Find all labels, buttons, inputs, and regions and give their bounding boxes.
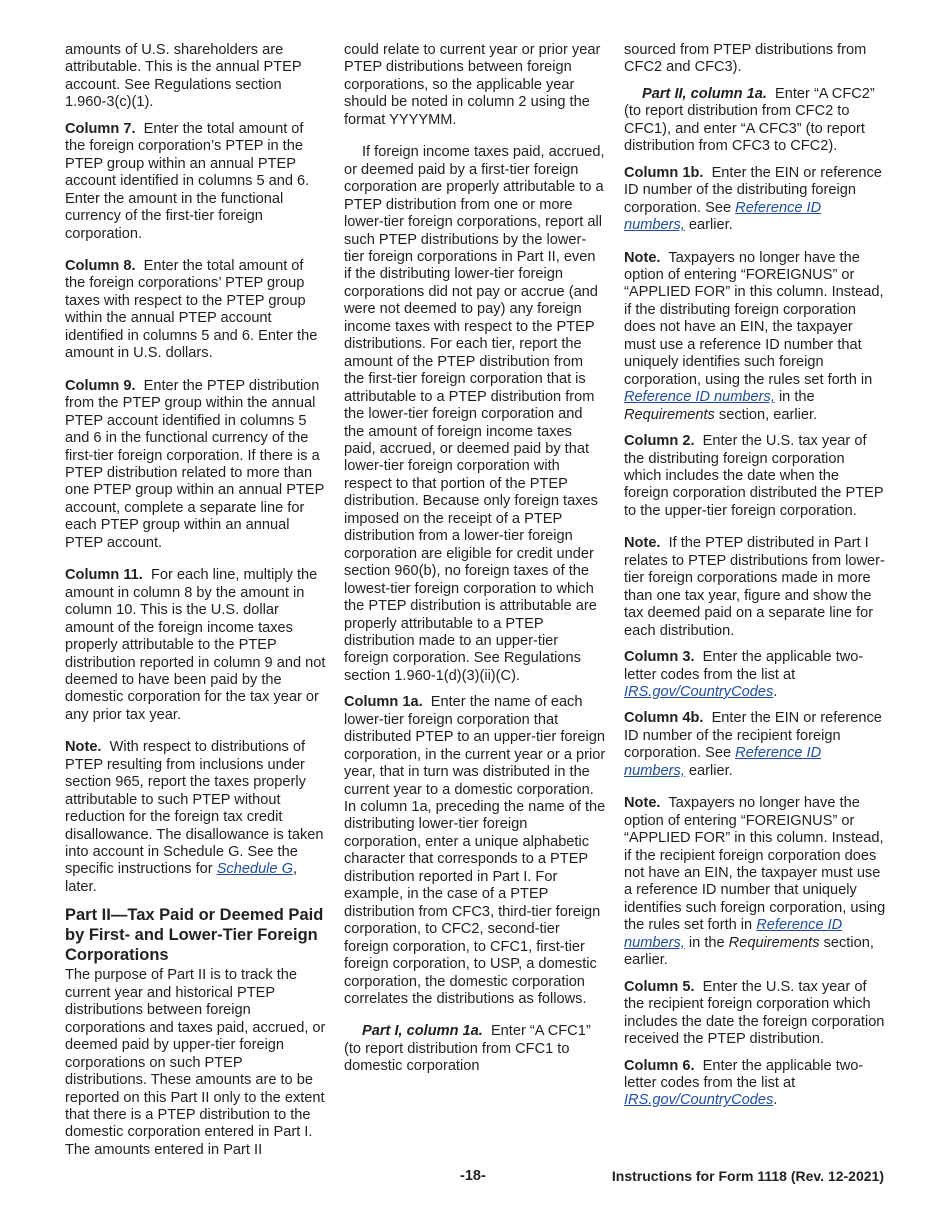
paragraph: sourced from PTEP distributions from CFC2 and CFC3). (624, 42, 867, 76)
column-3-instruction: Column 3. Enter the applicable two-letter codes from the list at IRS.gov/CountryCodes. (624, 649, 864, 700)
example-paragraph: Part I, column 1a. Enter “A CFC1” (to report distribution from CFC1 to domestic corporation (344, 1023, 591, 1075)
section-heading: Part II—Tax Paid or Deemed Paid by First- and Lower-Tier Foreign Corporations (65, 906, 324, 965)
column-1a-instruction: Column 1a. Enter the name of each lower-tier foreign corporation that distributed PTEP to an upper-tier foreign corporation, in the current year or a prior year, that in turn was distributed in the current year to a domestic corporation. In column 1a, preceding the name of the distributing lower-tier foreign corporation, enter a unique alphabetic character that corresponds to a PTEP distribution reported in Part I. For example, in the case of a PTEP distribution from CFC3, third-tier foreign corporation, to CFC2, second-tier foreign corporation, to CFC1, first-tier foreign corporation, to USP, a domestic corporation, the domestic corporation correlates the distributions as follows. (344, 694, 606, 1008)
note: Note. Taxpayers no longer have the option of entering “FOREIGNUS” or “APPLIED FOR” in this column. Instead, if the distributing foreign corporation does not have an EIN, the taxpayer must use a reference ID number that uniquely identifies such foreign corporation, using the rules set forth in Reference ID numbers, in the Requirements section, earlier. (624, 249, 884, 423)
note: Note. If the PTEP distributed in Part I relates to PTEP distributions from lower-tier foreign corporations made in more than one tax year, figure and show the tax deemed paid on a separate line for each distribution. (624, 535, 885, 639)
country-codes-link[interactable]: IRS.gov/CountryCodes (624, 683, 774, 700)
paragraph: If foreign income taxes paid, accrued, or deemed paid by a first-tier foreign corporation are properly attributable to a PTEP distribution from one or more lower-tier foreign corporations, report all such PTEP distributions by the lower-tier foreign corporations in Part II, even if the distributing lower-tier foreign corporations did not pay or accrue (and were not deemed to pay) any foreign income taxes with respect to the PTEP distributions. For each tier, report the amount of the PTEP distribution from the first-tier foreign corporation that is attributable to a PTEP distribution from the lower-tier foreign corporation and the amount of foreign income taxes paid, accrued, or deemed paid by that lower-tier foreign corporation with respect to that portion of the PTEP distribution. Because only foreign taxes imposed on the receipt of a PTEP distribution from a lower-tier foreign corporation are eligible for credit under section 960(b), no foreign taxes of the lowest-tier foreign corporation to which the PTEP distribution is attributable are properly attributable to a PTEP distribution made to an upper-tier foreign corporation. See Regulations section 1.960-1(d)(3)(ii)(C). (344, 144, 605, 684)
column-1b-instruction: Column 1b. Enter the EIN or reference ID number of the distributing foreign corporation. See Reference ID numbers, earlier. (624, 164, 882, 234)
paragraph: amounts of U.S. shareholders are attributable. This is the annual PTEP account. See Regulations section 1.960-3(c)(1). (65, 42, 302, 111)
example-paragraph: Part II, column 1a. Enter “A CFC2” (to report distribution from CFC2 to CFC1), and enter “A CFC3” (to report distribution from CFC3 to CFC2). (624, 85, 875, 155)
paragraph: could relate to current year or prior year PTEP distributions between foreign corporations, so the applicable year should be noted in column 2 using the format YYYYMM. (344, 42, 601, 128)
column-4b-instruction: Column 4b. Enter the EIN or reference ID number of the recipient foreign corporation. See Reference ID numbers, earlier. (624, 710, 882, 779)
reference-id-link[interactable]: Reference ID numbers, (624, 745, 822, 779)
page-number: -18- (460, 1168, 486, 1184)
column-5-instruction: Column 5. Enter the U.S. tax year of the recipient foreign corporation which includes the date the foreign corporation received the PTEP distribution. (624, 978, 885, 1048)
column-left (65, 42, 327, 1168)
column-11-instruction: Column 11. For each line, multiply the amount in column 8 by the amount in column 10. This is the U.S. dollar amount of the foreign income taxes properly attributable to the PTEP distribution reported in column 9 and not deemed to have been paid by the domestic corporation for the tax year or any prior tax year. (65, 567, 326, 723)
footer-title: Instructions for Form 1118 (Rev. 12-2021) (611, 1168, 884, 1184)
reference-id-link[interactable]: Reference ID numbers, (624, 389, 775, 406)
column-7-instruction: Column 7. Enter the total amount of the foreign corporation’s PTEP in the PTEP group within an annual PTEP account identified in columns 5 and 6. Enter the amount in the functional currency of the first-tier foreign corporation. (65, 120, 310, 242)
note: Note. Taxpayers no longer have the option of entering “FOREIGNUS” or “APPLIED FOR” in this column. Instead, if the recipient foreign corporation does not have an EIN, the taxpayer must use a reference ID number that uniquely identifies such foreign corporation, using the rules set forth in Reference ID numbers, in the Requirements section, earlier. (624, 795, 886, 969)
column-9-instruction: Column 9. Enter the PTEP distribution from the PTEP group within the annual PTEP account identified in columns 5 and 6 in the functional currency of the first-tier foreign corporation. If there is a PTEP distribution related to more than one PTEP group within an annual PTEP account, complete a separate line for each PTEP group within an annual PTEP account. (65, 377, 325, 551)
column-2-instruction: Column 2. Enter the U.S. tax year of the distributing foreign corporation which includes the date when the foreign corporation distributed the PTEP to the upper-tier foreign corporation. (624, 433, 884, 519)
schedule-g-link[interactable]: Schedule G (216, 861, 293, 878)
column-right (624, 42, 886, 1119)
paragraph: The purpose of Part II is to track the current year and historical PTEP distributions between foreign corporations and taxes paid, accrued, or deemed paid by upper-tier foreign corporations on such PTEP distributions. These amounts are to be reported on this Part II only to the extent that there is a PTEP distribution to the domestic corporation entered in Part I. The amounts entered in Part II (65, 967, 326, 1158)
reference-id-link[interactable]: Reference ID numbers, (624, 917, 843, 951)
reference-id-link[interactable]: Reference ID numbers, (624, 199, 822, 234)
column-8-instruction: Column 8. Enter the total amount of the foreign corporations’ PTEP group taxes with respect to the PTEP group within the annual PTEP account identified in columns 5 and 6. Enter the amount in U.S. dollars. (65, 257, 318, 362)
country-codes-link[interactable]: IRS.gov/CountryCodes (624, 1092, 774, 1109)
column-6-instruction: Column 6. Enter the applicable two-letter codes from the list at IRS.gov/CountryCodes. (624, 1057, 864, 1109)
column-middle (344, 42, 606, 1085)
note: Note. With respect to distributions of PTEP resulting from inclusions under section 965, report the taxes properly attributable to such PTEP without reduction for the foreign tax credit disallowance. The disallowance is taken into account in Schedule G. See the specific instructions for Schedule G, later. (65, 739, 324, 895)
